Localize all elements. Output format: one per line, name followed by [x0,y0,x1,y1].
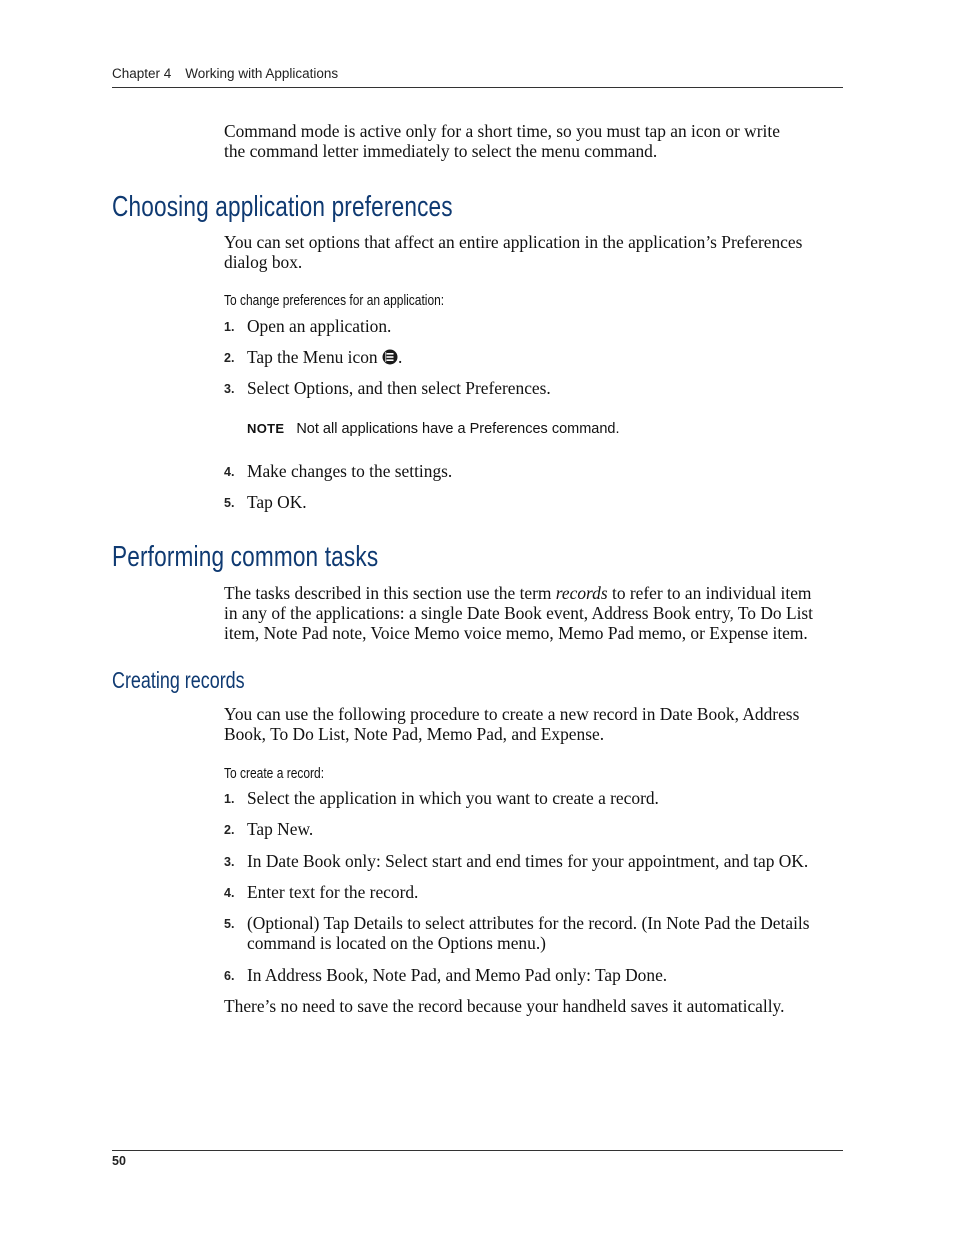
closing-paragraph: There’s no need to save the record because your handheld saves it automatically. [224,996,785,1016]
page-number: 50 [112,1154,126,1168]
step-item: 5. (Optional) Tap Details to select attributes for the record. (In Note Pad the Details command is located on the Options menu.) [224,913,810,953]
section-heading-common-tasks: Performing common tasks [112,541,379,573]
footer-rule [112,1150,843,1151]
procedure-heading-create-record: To create a record: [224,765,325,782]
preferences-paragraph: You can set options that affect an entire application in the application’s Preferences dialog box. [224,232,803,272]
step-item: 2. Tap the Menu icon . [224,347,403,367]
step-item: 2. Tap New. [224,819,314,839]
step-item: 3. Select Options, and then select Preferences. [224,378,551,398]
step-item: 6. In Address Book, Note Pad, and Memo Pad only: Tap Done. [224,965,668,985]
note-text: Not all applications have a Preferences command. [296,421,620,437]
section-heading-preferences: Choosing application preferences [112,191,453,223]
step-item: 1. Select the application in which you want to create a record. [224,788,659,808]
running-header [112,66,843,81]
step-item: 4. Make changes to the settings. [224,461,453,481]
intro-paragraph: Command mode is active only for a short time, so you must tap an icon or write the command letter immediately to select the menu command. [224,121,780,161]
step-item: 3. In Date Book only: Select start and end times for your appointment, and tap OK. [224,851,809,871]
step-item: 4. Enter text for the record. [224,882,419,902]
step-item: 5. Tap OK. [224,492,307,512]
menu-icon [382,349,398,365]
note-callout [247,421,620,437]
note-label: NOTE [247,421,285,436]
procedure-heading-preferences: To change preferences for an application: [224,292,445,309]
chapter-title: Working with Applications [185,66,339,81]
subsection-heading-creating-records: Creating records [112,667,245,693]
header-rule [112,87,843,88]
creating-records-paragraph: You can use the following procedure to create a new record in Date Book, Address Book, To Do List, Note Pad, Memo Pad, and Expense. [224,704,800,744]
chapter-number: Chapter 4 [112,66,172,81]
common-tasks-paragraph: The tasks described in this section use the term records to refer to an individual item in any of the applications: a single Date Book event, Address Book entry, To Do List item, Note Pad note, Voice Memo voice memo, Memo Pad memo, or Expense item. [224,583,813,643]
step-item: 1. Open an application. [224,316,392,336]
